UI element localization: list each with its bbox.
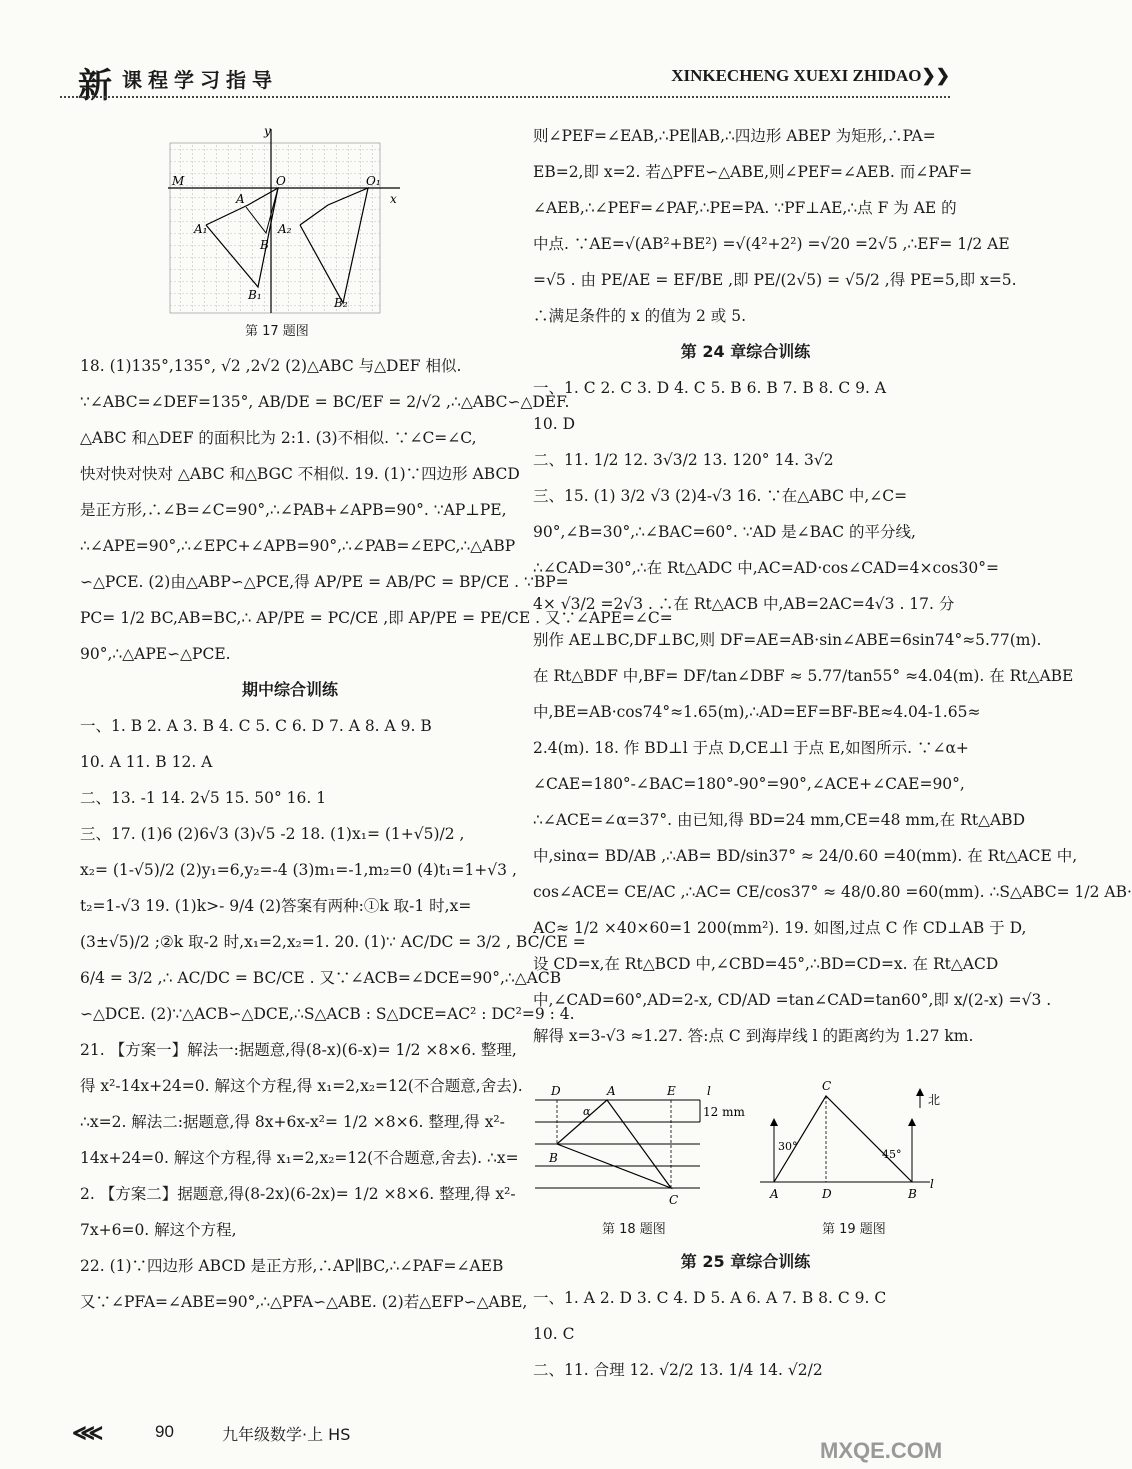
text-line: 得 x²-14x+24=0. 解这个方程,得 x₁=2,x₂=12(不合题意,舍去). <box>80 1077 523 1095</box>
header-rule <box>60 96 950 98</box>
fig19-label: 30° <box>778 1140 798 1153</box>
fig18-label: 12 mm <box>703 1105 745 1119</box>
text-line: 7x+6=0. 解这个方程, <box>80 1221 237 1239</box>
text-line: 中,∠CAD=60°,AD=2-x, CD/AD =tan∠CAD=tan60°,即 x/(2-x) =√3 . <box>533 991 1052 1009</box>
text-line: 三、15. (1) 3/2 √3 (2)4-√3 16. ∵在△ABC 中,∠C= <box>533 487 908 505</box>
fig19-label: B <box>908 1187 917 1201</box>
text-line: ∵∠ABC=∠DEF=135°, AB/DE = BC/EF = 2/√2 ,∴△ABC∽△DEF. <box>80 393 570 411</box>
fig17-label: y <box>264 124 271 138</box>
section-title-ch25: 第 25 章综合训练 <box>680 1252 811 1271</box>
text-line: 二、13. -1 14. 2√5 15. 50° 16. 1 <box>80 789 327 807</box>
text-line: ∴∠ACE=∠α=37°. 由已知,得 BD=24 mm,CE=48 mm,在 Rt△ABD <box>533 811 1025 829</box>
text-line: 中,sinα= BD/AB ,∴AB= BD/sin37° ≈ 24/0.60 =40(mm). 在 Rt△ACE 中, <box>533 847 1078 865</box>
fig19-label: 45° <box>882 1148 902 1161</box>
text-line: 设 CD=x,在 Rt△BCD 中,∠CBD=45°,∴BD=CD=x. 在 Rt△ACD <box>533 955 999 973</box>
text-line: 则∠PEF=∠EAB,∴PE∥AB,∴四边形 ABEP 为矩形,∴PA= <box>533 127 936 145</box>
fig17-label: B₁ <box>248 288 262 302</box>
text-line: EB=2,即 x=2. 若△PFE∽△ABE,则∠PEF=∠AEB. 而∠PAF= <box>533 163 973 181</box>
fig17-label: A₂ <box>278 222 292 236</box>
text-line: 10. D <box>533 415 576 433</box>
fig19-caption: 第 19 题图 <box>822 1222 886 1237</box>
text-line: AC≈ 1/2 ×40×60=1 200(mm²). 19. 如图,过点 C 作 CD⊥AB 于 D, <box>533 919 1027 937</box>
text-line: 14x+24=0. 解这个方程,得 x₁=2,x₂=12(不合题意,舍去). ∴x= <box>80 1149 519 1167</box>
fig17-label: B <box>260 238 269 252</box>
text-line: ∴∠APE=90°,∴∠EPC+∠APB=90°,∴∠PAB=∠EPC,∴△ABP <box>80 537 516 555</box>
text-line: 2. 【方案二】据题意,得(8-2x)(6-2x)= 1/2 ×8×6. 整理,得 x²- <box>80 1185 516 1203</box>
chapter25-block <box>533 1244 958 1388</box>
text-line: 又∵∠PFA=∠ABE=90°,∴△PFA∽△ABE. (2)若△EFP∽△ABE, <box>80 1293 528 1311</box>
text-line: ∠AEB,∴∠PEF=∠PAF,∴PE=PA. ∵PF⊥AE,∴点 F 为 AE 的 <box>533 199 957 217</box>
text-line: 22. (1)∵四边形 ABCD 是正方形,∴AP∥BC,∴∠PAF=∠AEB <box>80 1257 504 1275</box>
fig18-label: D <box>551 1084 561 1098</box>
header-english: XINKECHENG XUEXI ZHIDAO❯❯ <box>671 66 950 85</box>
page-number: 90 <box>155 1422 174 1441</box>
fig17-label: M <box>172 174 185 188</box>
text-line: t₂=1-√3 19. (1)k>- 9/4 (2)答案有两种:①k 取-1 时,x= <box>80 897 472 915</box>
text-line: =√5 . 由 PE/AE = EF/BE ,即 PE/(2√5) = √5/2 ,得 PE=5,即 x=5. <box>533 271 1017 289</box>
text-line: ∴∠CAD=30°,∴在 Rt△ADC 中,AC=AD·cos∠CAD=4×cos30°= <box>533 559 999 577</box>
fig19-label: l <box>930 1177 934 1191</box>
fig18-label: A <box>607 1084 616 1098</box>
fig19-label: 北 <box>928 1093 941 1107</box>
text-line: 三、17. (1)6 (2)6√3 (3)√5 -2 18. (1)x₁= (1+√5)/2 , <box>80 825 465 843</box>
text-line: ∽△PCE. (2)由△ABP∽△PCE,得 AP/PE = AB/PC = BP/CE . ∵BP= <box>80 573 569 591</box>
text-line: ∴x=2. 解法二:据题意,得 8x+6x-x²= 1/2 ×8×6. 整理,得 x²- <box>80 1113 505 1131</box>
text-line: 10. C <box>533 1325 575 1343</box>
text-line: 一、1. A 2. D 3. C 4. D 5. A 6. A 7. B 8. C 9. C <box>533 1289 887 1307</box>
fig17-label: A <box>236 192 245 206</box>
text-line: 10. A 11. B 12. A <box>80 753 213 771</box>
text-line: 4× √3/2 =2√3 . ∴在 Rt△ACB 中,AB=2AC=4√3 . 17. 分 <box>533 595 955 613</box>
text-line: 90°,∴△APE∽△PCE. <box>80 645 231 663</box>
section-title-midterm: 期中综合训练 <box>241 680 338 699</box>
text-line: 6/4 = 3/2 ,∴ AC/DC = BC/CE . 又∵∠ACB=∠DCE=90°,∴△ACB <box>80 969 562 987</box>
figure-18 <box>535 1082 745 1212</box>
fig18-label: l <box>707 1084 711 1098</box>
text-line: 中,BE=AB·cos74°≈1.65(m),∴AD=EF=BF-BE≈4.04-1.65≈ <box>533 703 981 721</box>
page-header <box>60 58 950 106</box>
text-line: 2.4(m). 18. 作 BD⊥l 于点 D,CE⊥l 于点 E,如图所示. ∵∠α+ <box>533 739 969 757</box>
text-line: PC= 1/2 BC,AB=BC,∴ AP/PE = PC/CE ,即 AP/PE = PE/CE . 又∵∠APE=∠C= <box>80 609 673 627</box>
text-line: 解得 x=3-√3 ≈1.27. 答:点 C 到海岸线 l 的距离约为 1.27 km. <box>533 1027 974 1045</box>
text-line: x₂= (1-√5)/2 (2)y₁=6,y₂=-4 (3)m₁=-1,m₂=0 (4)t₁=1+√3 , <box>80 861 517 879</box>
fig17-label: x <box>390 192 397 206</box>
header-logo: 新 <box>78 66 112 106</box>
text-line: 21. 【方案一】解法一:据题意,得(8-x)(6-x)= 1/2 ×8×6. 整理, <box>80 1041 517 1059</box>
chevron-right-icon: ❯❯ <box>921 66 950 85</box>
text-line: 90°,∠B=30°,∴∠BAC=60°. ∵AD 是∠BAC 的平分线, <box>533 523 916 541</box>
book-label: 九年级数学·上 HS <box>222 1425 351 1444</box>
text-line: 是正方形,∴∠B=∠C=90°,∴∠PAB+∠APB=90°. ∵AP⊥PE, <box>80 501 507 519</box>
fig18-label: E <box>667 1084 676 1098</box>
fig17-label: O₁ <box>366 174 381 188</box>
fig17-label: B₂ <box>334 296 348 310</box>
right-column <box>533 118 1132 1054</box>
text-line: 中点. ∵AE=√(AB²+BE²) =√(4²+2²) =√20 =2√5 ,∴EF= 1/2 AE <box>533 235 1010 253</box>
text-line: cos∠ACE= CE/AC ,∴AC= CE/cos37° ≈ 48/0.80 =60(mm). ∴S△ABC= 1/2 AB· <box>533 883 1132 901</box>
text-line: 快对快对快对 △ABC 和△BGC 不相似. 19. (1)∵四边形 ABCD <box>80 465 520 483</box>
watermark: MXQE.COM <box>820 1438 943 1463</box>
fig18-label: B <box>549 1151 558 1165</box>
fig18-label: α <box>583 1105 591 1118</box>
text-line: 一、1. B 2. A 3. B 4. C 5. C 6. D 7. A 8. A 9. B <box>80 717 432 735</box>
text-line: 二、11. 1/2 12. 3√3/2 13. 120° 14. 3√2 <box>533 451 834 469</box>
text-line: 在 Rt△BDF 中,BF= DF/tan∠DBF ≈ 5.77/tan55° ≈4.04(m). 在 Rt△ABE <box>533 667 1074 685</box>
text-line: ∠CAE=180°-∠BAC=180°-90°=90°,∠ACE+∠CAE=90°, <box>533 775 965 793</box>
fig19-label: A <box>770 1187 779 1201</box>
fig17-caption: 第 17 题图 <box>245 324 309 339</box>
text-line: △ABC 和△DEF 的面积比为 2:1. (3)不相似. ∵∠C=∠C, <box>80 429 477 447</box>
figure-17 <box>168 125 408 315</box>
text-line: 一、1. C 2. C 3. D 4. C 5. B 6. B 7. B 8. C 9. A <box>533 379 887 397</box>
text-line: 18. (1)135°,135°, √2 ,2√2 (2)△ABC 与△DEF 相似. <box>80 357 462 375</box>
fig19-label: C <box>822 1079 832 1093</box>
header-title: 课程学习指导 <box>122 68 278 92</box>
fig17-label: O <box>276 174 286 188</box>
fig18-caption: 第 18 题图 <box>602 1222 666 1237</box>
fig17-label: A₁ <box>194 222 208 236</box>
text-line: ∴满足条件的 x 的值为 2 或 5. <box>533 307 747 325</box>
section-title-ch24: 第 24 章综合训练 <box>680 342 811 361</box>
text-line: (3±√5)/2 ;②k 取-2 时,x₁=2,x₂=1. 20. (1)∵ AC/DC = 3/2 , BC/CE = <box>80 933 586 951</box>
fig18-label: C <box>669 1193 679 1207</box>
figure-19 <box>760 1078 950 1213</box>
text-line: 别作 AE⊥BC,DF⊥BC,则 DF=AE=AB·sin∠ABE=6sin74°≈5.77(m). <box>533 631 1042 649</box>
text-line: ∽△DCE. (2)∵△ACB∽△DCE,∴S△ACB : S△DCE=AC² : DC²=9 : 4. <box>80 1005 575 1023</box>
text-line: 二、11. 合理 12. √2/2 13. 1/4 14. √2/2 <box>533 1361 823 1379</box>
chevron-left-icon: ⋘ <box>72 1420 104 1446</box>
fig19-label: D <box>822 1187 832 1201</box>
